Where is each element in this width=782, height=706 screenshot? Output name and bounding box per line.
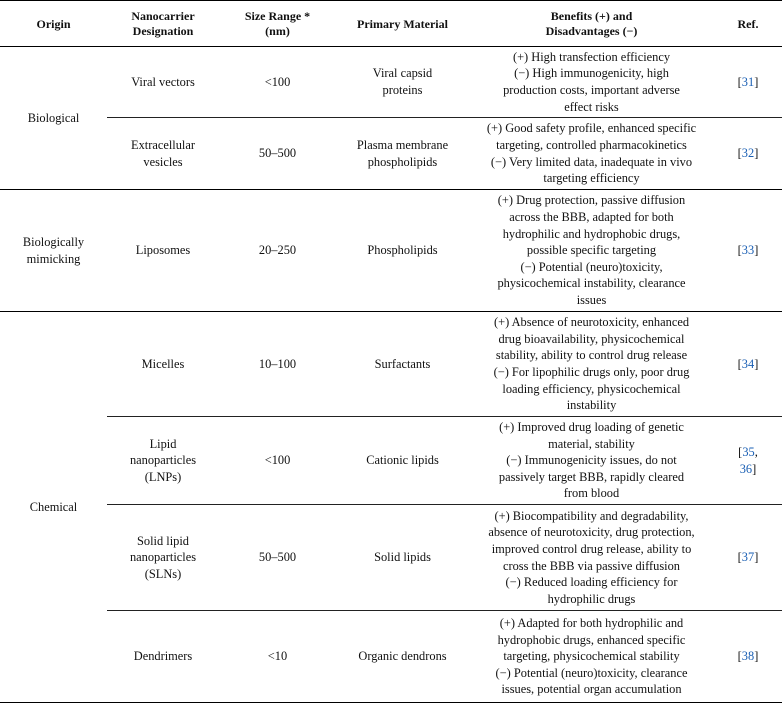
header-ref: Ref.: [737, 16, 759, 31]
reference-link[interactable]: 31: [741, 74, 755, 89]
ref-cell: [34]: [737, 356, 759, 371]
table-row: [0, 118, 782, 190]
designation-cell: Micelles: [141, 356, 185, 371]
designation-cell: Liposomes: [135, 243, 191, 258]
table-row: [0, 505, 782, 611]
table-row: [0, 417, 782, 505]
ref-cell: [37]: [737, 550, 759, 565]
ref-cell: [32]: [737, 146, 759, 161]
size-cell: <100: [264, 74, 291, 89]
header-designation: Nanocarrier Designation: [131, 9, 195, 38]
reference-link[interactable]: 33: [741, 243, 755, 258]
header-primary-material: Primary Material: [357, 16, 448, 31]
header-origin: Origin: [36, 16, 71, 31]
benefits-cell: (+) High transfection efficiency (−) High immunogenicity, high production costs, important adverse effect risks: [503, 49, 680, 114]
material-cell: Cationic lipids: [366, 453, 439, 468]
size-cell: 10–100: [258, 356, 297, 371]
origin-cell-biological: Biological: [0, 47, 107, 190]
benefits-cell: (+) Adapted for both hydrophilic and hydrophobic drugs, enhanced specific targeting, physicochemical stability (−) Potential (neuro)toxicity, clearance issues, potential organ accumulation: [495, 616, 688, 697]
benefits-cell: (+) Drug protection, passive diffusion across the BBB, adapted for both hydrophilic and hydrophobic drugs, possible specific targeting (−) Potential (neuro)toxicity, physicochemical instability, clearance issues: [497, 193, 686, 307]
designation-cell: Lipid nanoparticles (LNPs): [129, 436, 197, 484]
material-cell: Surfactants: [374, 356, 431, 371]
material-cell: Viral capsid proteins: [372, 66, 433, 97]
ref-cell: [31]: [737, 74, 759, 89]
designation-cell: Dendrimers: [133, 649, 193, 664]
origin-cell-chemical: Chemical: [29, 499, 78, 514]
material-cell: Plasma membrane phospholipids: [356, 137, 449, 169]
designation-cell: Viral vectors: [131, 74, 195, 89]
benefits-cell: (+) Absence of neurotoxicity, enhanced drug bioavailability, physicochemical stability, ability to control drug release (−) For lipophilic drugs only, poor drug loading efficiency, physicochemical instability: [493, 315, 690, 413]
reference-link[interactable]: 37: [741, 550, 755, 565]
table-row: [0, 611, 782, 703]
designation-cell: Solid lipid nanoparticles (SLNs): [129, 533, 197, 581]
reference-link[interactable]: 35: [742, 444, 755, 459]
header-size-range: Size Range * (nm): [244, 9, 311, 38]
table-row: [0, 312, 782, 417]
size-cell: <10: [267, 649, 288, 664]
ref-cell: [38]: [737, 649, 759, 664]
reference-link[interactable]: 32: [741, 146, 755, 161]
benefits-cell: (+) Good safety profile, enhanced specific targeting, controlled pharmacokinetics (−) Very limited data, inadequate in vivo targeting efficiency: [486, 121, 697, 186]
header-benefits: Benefits (+) and Disadvantages (−): [545, 9, 638, 38]
benefits-cell: (+) Biocompatibility and degradability, absence of neurotoxicity, drug protection, improved control drug release, ability to cross the BBB via passive diffusion (−) Reduced loading efficiency for hydrophilic drugs: [488, 508, 695, 606]
reference-link[interactable]: 34: [741, 356, 755, 371]
table-row: [0, 190, 782, 312]
benefits-cell: (+) Improved drug loading of genetic material, stability (−) Immunogenicity issues, do not passively target BBB, rapidly cleared from blood: [498, 420, 685, 501]
size-cell: 50–500: [258, 146, 297, 161]
designation-cell: Extracellular vesicles: [131, 137, 195, 169]
reference-link[interactable]: 38: [741, 649, 755, 664]
table-row: [0, 47, 782, 118]
ref-cell: [33]: [737, 243, 759, 258]
material-cell: Solid lipids: [374, 550, 431, 565]
ref-cell: [35, 36]: [738, 444, 758, 476]
reference-link[interactable]: 36: [739, 461, 753, 476]
size-cell: <100: [264, 453, 291, 468]
origin-cell-biologically-mimicking: Biologically mimicking: [0, 190, 107, 312]
material-cell: Organic dendrons: [358, 649, 447, 664]
size-cell: 20–250: [258, 243, 297, 258]
material-cell: Phospholipids: [367, 243, 438, 258]
header-row: [0, 1, 782, 47]
size-cell: 50–500: [258, 550, 297, 565]
